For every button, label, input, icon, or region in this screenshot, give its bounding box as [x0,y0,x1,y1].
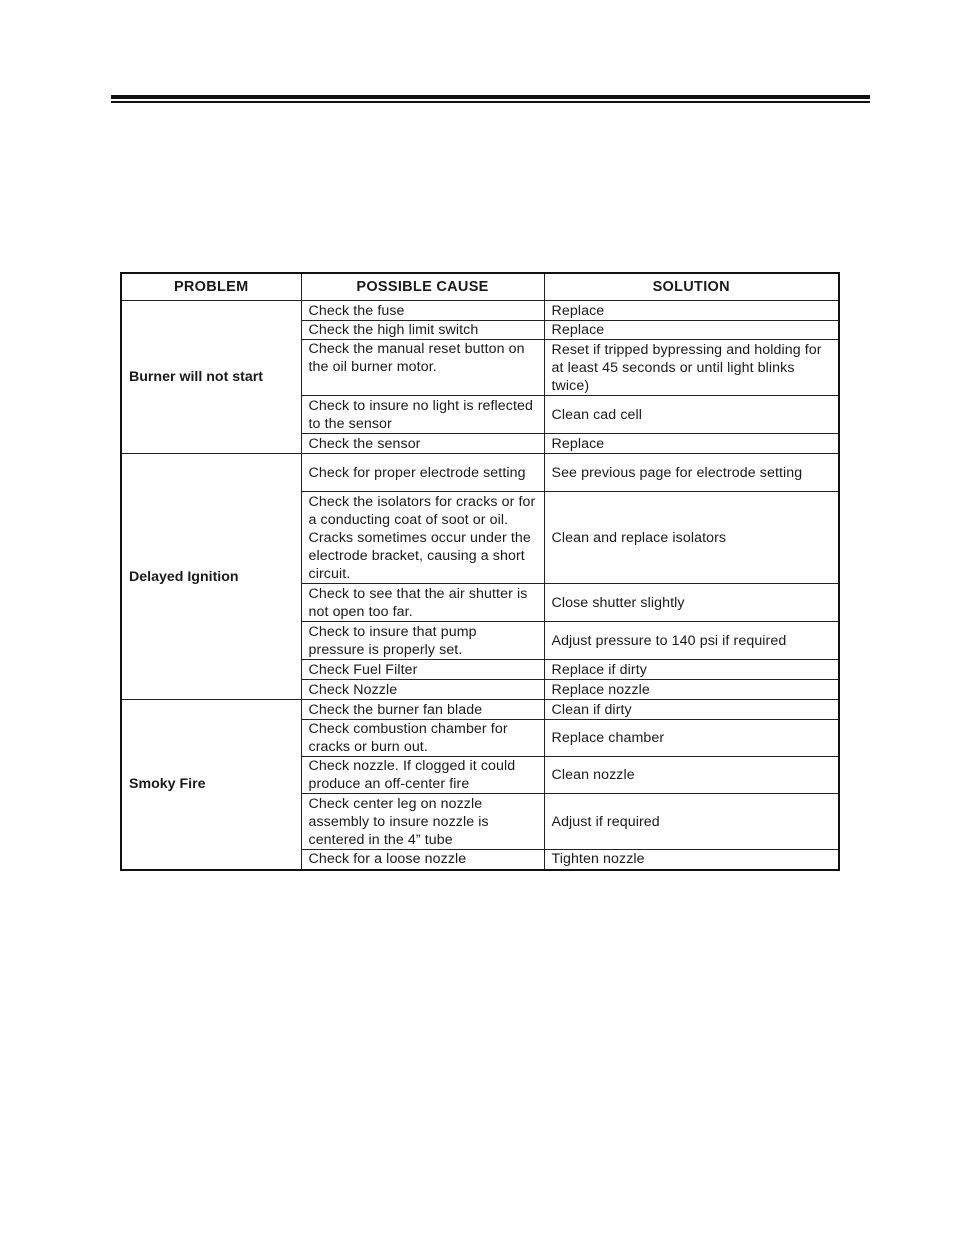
cause-cell: Check the isolators for cracks or for a conducting coat of soot or oil. Cracks sometimes occur under the electrode bracket, causing a short circuit. [301,492,544,584]
problem-cell: Delayed Ignition [121,454,301,700]
solution-cell: Replace chamber [544,720,839,757]
problem-cell: Smoky Fire [121,700,301,870]
cause-cell: Check combustion chamber for cracks or burn out. [301,720,544,757]
solution-cell: Adjust pressure to 140 psi if required [544,622,839,660]
cause-cell: Check the burner fan blade [301,700,544,720]
solution-cell: Reset if tripped bypressing and holding for at least 45 seconds or until light blinks twice) [544,340,839,396]
cause-cell: Check for proper electrode setting [301,454,544,492]
solution-cell: Clean cad cell [544,396,839,434]
solution-cell: Replace if dirty [544,660,839,680]
cause-cell: Check Nozzle [301,680,544,700]
table-header-row [121,273,839,301]
cause-cell: Check the high limit switch [301,321,544,340]
table-row [121,454,839,492]
solution-cell: Close shutter slightly [544,584,839,622]
solution-cell: Adjust if required [544,794,839,850]
solution-cell: Clean nozzle [544,757,839,794]
solution-cell: Replace nozzle [544,680,839,700]
solution-cell: Replace [544,321,839,340]
cause-cell: Check the manual reset button on the oil burner motor. [301,340,544,396]
solution-cell: Replace [544,434,839,454]
solution-cell: Replace [544,301,839,321]
table-row [121,700,839,720]
cause-cell: Check to insure no light is reflected to the sensor [301,396,544,434]
cause-cell: Check Fuel Filter [301,660,544,680]
cause-cell: Check the sensor [301,434,544,454]
cause-cell: Check to see that the air shutter is not open too far. [301,584,544,622]
header-possible-cause: POSSIBLE CAUSE [301,273,544,301]
header-rule-thin [111,101,870,103]
cause-cell: Check for a loose nozzle [301,850,544,870]
solution-cell: Clean if dirty [544,700,839,720]
solution-cell: Clean and replace isolators [544,492,839,584]
troubleshooting-table [120,272,840,871]
header-rule-thick [111,95,870,99]
cause-cell: Check to insure that pump pressure is properly set. [301,622,544,660]
cause-cell: Check the fuse [301,301,544,321]
header-problem: PROBLEM [121,273,301,301]
problem-cell: Burner will not start [121,301,301,454]
cause-cell: Check nozzle. If clogged it could produce an off-center fire [301,757,544,794]
solution-cell: Tighten nozzle [544,850,839,870]
solution-cell: See previous page for electrode setting [544,454,839,492]
header-solution: SOLUTION [544,273,839,301]
cause-cell: Check center leg on nozzle assembly to insure nozzle is centered in the 4” tube [301,794,544,850]
table-row [121,301,839,321]
